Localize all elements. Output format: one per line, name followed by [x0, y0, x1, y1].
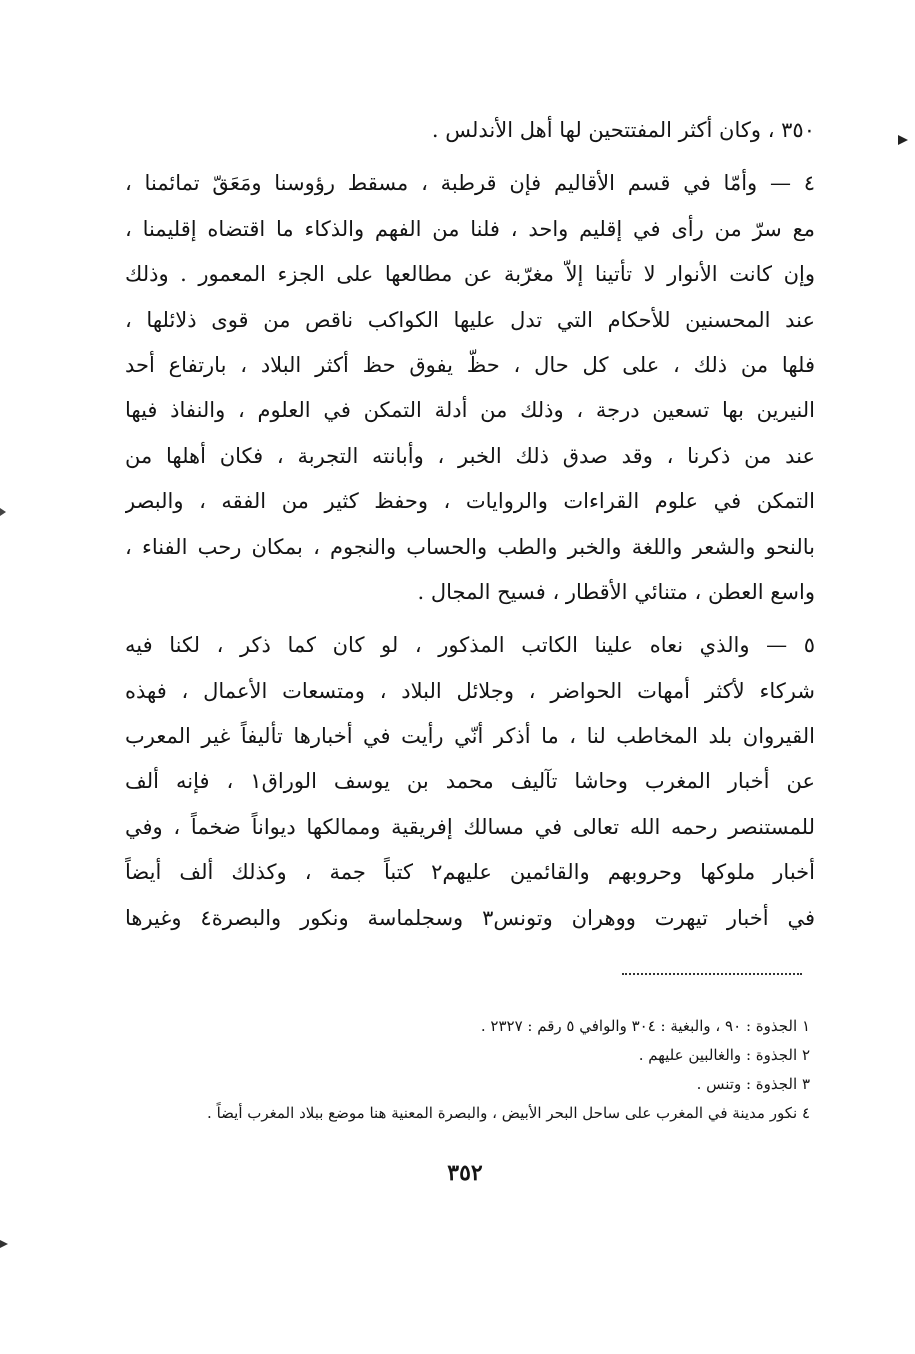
- page-number: ٣٥٢: [447, 1160, 483, 1186]
- text-line: للمستنصر رحمه الله تعالى في مسالك إفريقية وممالكها ديواناً ضخماً ، وفي: [125, 814, 815, 839]
- text-line: ٣٥٠ ، وكان أكثر المفتتحين لها أهل الأندلس .: [431, 118, 815, 142]
- text-line: أخبار ملوكها وحروبهم والقائمين عليهم٢ كتباً جمة ، وكذلك ألف أيضاً: [125, 860, 815, 885]
- footnote: ٢ الجذوة : والغالبين عليهم .: [638, 1046, 810, 1064]
- text-line: النيرين بها تسعين درجة ، وذلك من أدلة التمكن في العلوم ، والنفاذ فيها: [125, 398, 815, 423]
- margin-tick-icon: [0, 508, 6, 516]
- text-line: عن أخبار المغرب وحاشا تآليف محمد بن يوسف الوراق١ ، فإنه ألف: [125, 769, 815, 794]
- text-line: ٤ — وأمّا في قسم الأقاليم فإن قرطبة ، مسقط رؤوسنا ومَعَقّ تمائمنا ،: [125, 171, 815, 196]
- text-line: القيروان بلد المخاطب لنا ، ما أذكر أنّي رأيت في أخبارها تأليفاً غير المعرب: [125, 724, 815, 749]
- main-text: [125, 108, 815, 941]
- text-line: عند المحسنين للأحكام التي تدل عليها الكواكب ناقص من قوى ذلائلها ،: [125, 307, 815, 332]
- footnotes: [130, 1012, 810, 1128]
- text-line: عند من ذكرنا ، وقد صدق ذلك الخبر ، وأبانته التجربة ، فكان أهلها من: [125, 443, 815, 468]
- text-line: في أخبار تيهرت ووهران وتونس٣ وسجلماسة ونكور والبصرة٤ وغيرها: [125, 905, 815, 930]
- text-line: التمكن في علوم القراءات والروايات ، وحفظ كثير من الفقه ، والبصر: [125, 489, 815, 514]
- footnote: ٤ نكور مدينة في المغرب على ساحل البحر الأبيض ، والبصرة المعنية هنا موضع ببلاد المغرب أيضاً .: [207, 1104, 810, 1122]
- text-line: وإن كانت الأنوار لا تأتينا إلاّ مغرّبة عن مطالعها على الجزء المعمور . وذلك: [125, 262, 815, 287]
- text-line: مع سرّ من رأى في إقليم واحد ، فلنا من الفهم والذكاء ما اقتضاه إقليمنا ،: [125, 216, 815, 241]
- text-line: شركاء لأكثر أمهات الحواضر ، وجلائل البلاد ، ومتسعات الأعمال ، فهذه: [125, 678, 815, 703]
- text-line: ٥ — والذي نعاه علينا الكاتب المذكور ، لو كان كما ذكر ، لكنا فيه: [125, 633, 815, 658]
- footnote-separator: [622, 973, 802, 975]
- footnote: ٣ الجذوة : وتنس .: [696, 1075, 810, 1093]
- margin-arrow-icon: [898, 135, 908, 145]
- text-line: بالنحو والشعر واللغة والخبر والطب والحساب والنجوم ، بمكان رحب الفناء ،: [125, 534, 815, 559]
- text-line: فلها من ذلك ، على كل حال ، حظّ يفوق حظ أكثر البلاد ، بارتفاع أحد: [125, 352, 815, 377]
- footnote: ١ الجذوة : ٩٠ ، والبغية : ٣٠٤ والوافي ٥ رقم : ٢٣٢٧ .: [480, 1017, 810, 1035]
- text-line: واسع العطن ، متنائي الأقطار ، فسيح المجال .: [417, 579, 815, 604]
- margin-tick-icon: [0, 1240, 8, 1248]
